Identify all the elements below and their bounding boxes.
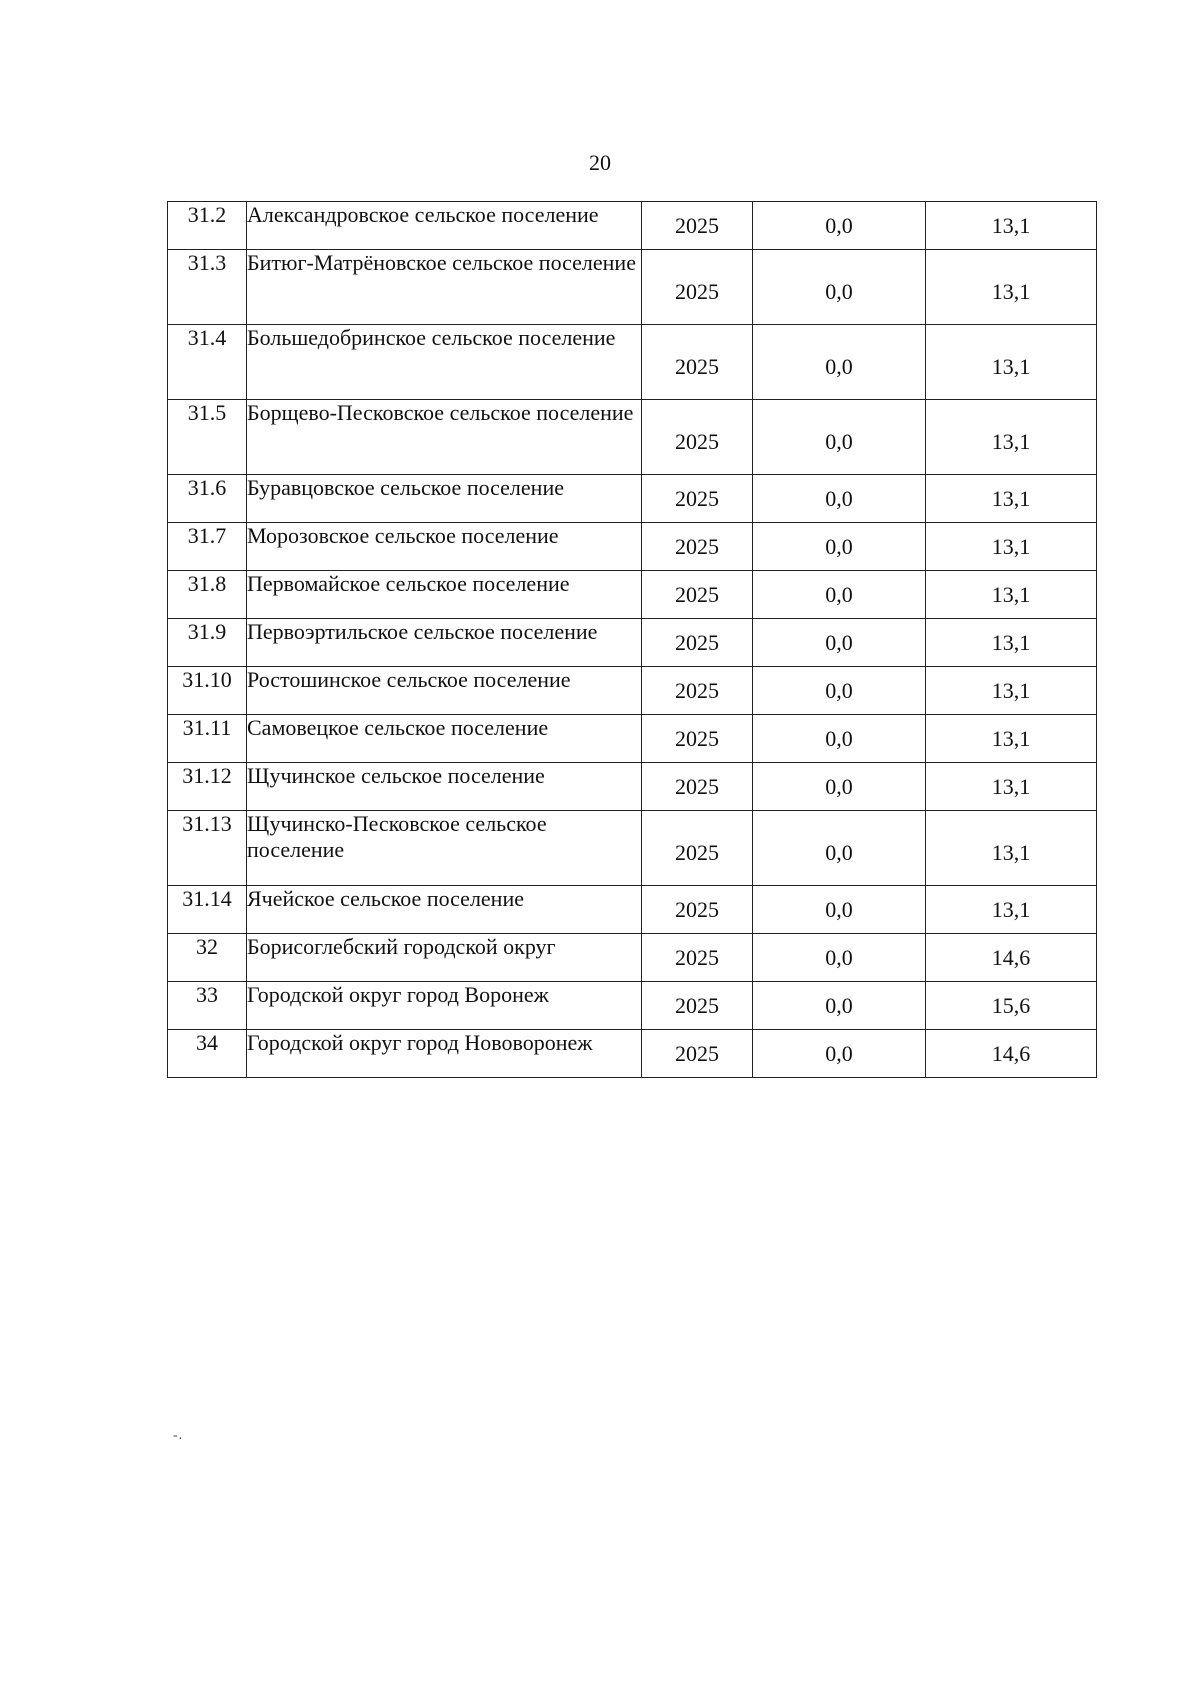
value-2-cell: 13,1 (926, 250, 1097, 325)
year-cell: 2025 (642, 715, 753, 763)
row-number-cell: 31.6 (168, 475, 247, 523)
value-1-cell: 0,0 (753, 1030, 926, 1078)
table-row (168, 715, 1097, 763)
value-2-cell: 13,1 (926, 619, 1097, 667)
year-cell: 2025 (642, 325, 753, 400)
table-row (168, 325, 1097, 400)
settlement-name-cell: Битюг-Матрёновское сельское поселение (247, 250, 642, 325)
row-number-cell: 31.14 (168, 886, 247, 934)
value-2-cell: 13,1 (926, 475, 1097, 523)
year-cell: 2025 (642, 400, 753, 475)
settlement-name-cell: Щучинско-Песковское сельское поселение (247, 811, 642, 886)
row-number-cell: 31.9 (168, 619, 247, 667)
value-1-cell: 0,0 (753, 523, 926, 571)
value-2-cell: 15,6 (926, 982, 1097, 1030)
settlement-name-cell: Щучинское сельское поселение (247, 763, 642, 811)
row-number-cell: 31.8 (168, 571, 247, 619)
settlement-name-cell: Буравцовское сельское поселение (247, 475, 642, 523)
row-number-cell: 31.4 (168, 325, 247, 400)
settlement-name-cell: Первомайское сельское поселение (247, 571, 642, 619)
value-2-cell: 13,1 (926, 523, 1097, 571)
value-1-cell: 0,0 (753, 250, 926, 325)
value-1-cell: 0,0 (753, 763, 926, 811)
value-2-cell: 13,1 (926, 763, 1097, 811)
table-body (168, 202, 1097, 1078)
settlement-name-cell: Ячейское сельское поселение (247, 886, 642, 934)
value-2-cell: 13,1 (926, 811, 1097, 886)
table-row (168, 619, 1097, 667)
stray-mark: -. (173, 1428, 184, 1443)
settlement-name-cell: Первоэртильское сельское поселение (247, 619, 642, 667)
value-2-cell: 14,6 (926, 934, 1097, 982)
row-number-cell: 31.3 (168, 250, 247, 325)
row-number-cell: 31.13 (168, 811, 247, 886)
value-2-cell: 13,1 (926, 571, 1097, 619)
value-1-cell: 0,0 (753, 667, 926, 715)
table-row (168, 475, 1097, 523)
value-2-cell: 13,1 (926, 886, 1097, 934)
year-cell: 2025 (642, 763, 753, 811)
table-row (168, 934, 1097, 982)
table-row (168, 400, 1097, 475)
settlement-name-cell: Большедобринское сельское поселение (247, 325, 642, 400)
value-1-cell: 0,0 (753, 886, 926, 934)
value-2-cell: 13,1 (926, 667, 1097, 715)
year-cell: 2025 (642, 1030, 753, 1078)
value-1-cell: 0,0 (753, 571, 926, 619)
value-1-cell: 0,0 (753, 619, 926, 667)
value-2-cell: 13,1 (926, 202, 1097, 250)
value-1-cell: 0,0 (753, 475, 926, 523)
row-number-cell: 34 (168, 1030, 247, 1078)
table-row (168, 523, 1097, 571)
year-cell: 2025 (642, 619, 753, 667)
row-number-cell: 31.12 (168, 763, 247, 811)
row-number-cell: 31.11 (168, 715, 247, 763)
year-cell: 2025 (642, 811, 753, 886)
settlement-name-cell: Морозовское сельское поселение (247, 523, 642, 571)
settlement-name-cell: Борщево-Песковское сельское поселение (247, 400, 642, 475)
year-cell: 2025 (642, 571, 753, 619)
value-1-cell: 0,0 (753, 982, 926, 1030)
settlement-name-cell: Александровское сельское поселение (247, 202, 642, 250)
table-row (168, 1030, 1097, 1078)
row-number-cell: 32 (168, 934, 247, 982)
row-number-cell: 31.5 (168, 400, 247, 475)
settlement-name-cell: Самовецкое сельское поселение (247, 715, 642, 763)
table-row (168, 667, 1097, 715)
table-row (168, 886, 1097, 934)
year-cell: 2025 (642, 250, 753, 325)
row-number-cell: 33 (168, 982, 247, 1030)
value-1-cell: 0,0 (753, 400, 926, 475)
row-number-cell: 31.2 (168, 202, 247, 250)
data-table (167, 201, 1097, 1078)
value-2-cell: 14,6 (926, 1030, 1097, 1078)
table-row (168, 250, 1097, 325)
year-cell: 2025 (642, 202, 753, 250)
value-1-cell: 0,0 (753, 715, 926, 763)
settlement-name-cell: Городской округ город Нововоронеж (247, 1030, 642, 1078)
year-cell: 2025 (642, 886, 753, 934)
row-number-cell: 31.10 (168, 667, 247, 715)
page-number: 20 (589, 150, 611, 175)
value-2-cell: 13,1 (926, 715, 1097, 763)
value-1-cell: 0,0 (753, 325, 926, 400)
year-cell: 2025 (642, 475, 753, 523)
year-cell: 2025 (642, 934, 753, 982)
year-cell: 2025 (642, 982, 753, 1030)
table-row (168, 763, 1097, 811)
table-row (168, 571, 1097, 619)
row-number-cell: 31.7 (168, 523, 247, 571)
value-2-cell: 13,1 (926, 325, 1097, 400)
value-1-cell: 0,0 (753, 811, 926, 886)
table-row (168, 982, 1097, 1030)
year-cell: 2025 (642, 667, 753, 715)
year-cell: 2025 (642, 523, 753, 571)
table-row (168, 202, 1097, 250)
settlement-name-cell: Ростошинское сельское поселение (247, 667, 642, 715)
value-1-cell: 0,0 (753, 202, 926, 250)
value-2-cell: 13,1 (926, 400, 1097, 475)
settlement-name-cell: Борисоглебский городской округ (247, 934, 642, 982)
table-row (168, 811, 1097, 886)
settlement-name-cell: Городской округ город Воронеж (247, 982, 642, 1030)
value-1-cell: 0,0 (753, 934, 926, 982)
